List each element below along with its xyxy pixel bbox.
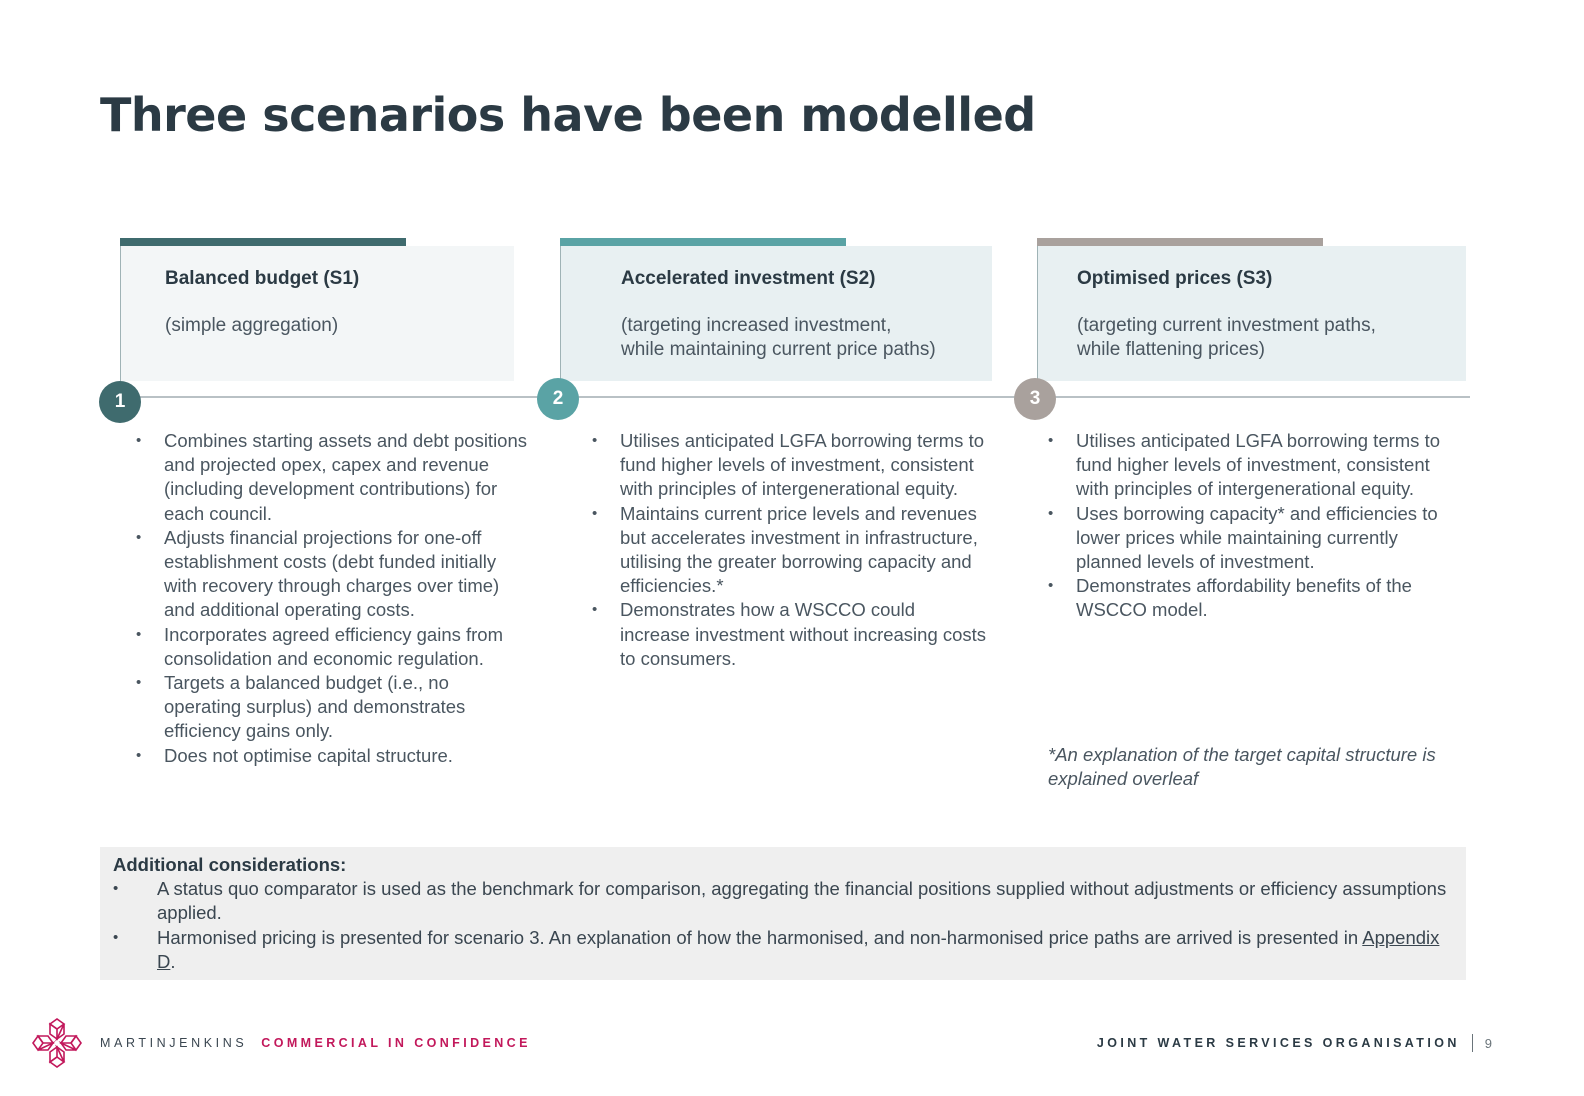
consideration-text: Harmonised pricing is presented for scenario 3. An explanation of how the harmonised, and non-harmonised price paths are arrived is presented in [157, 926, 1363, 948]
brand-name: MARTINJENKINS [100, 1036, 248, 1050]
footer-right [1097, 1034, 1492, 1052]
bullet-item: • Uses borrowing capacity* and efficiencies to lower prices while maintaining currently planned levels of investment. [1048, 502, 1448, 575]
martinjenkins-logo-icon [32, 1018, 82, 1068]
scenario-1-accent-bar [120, 238, 406, 246]
bullet-item: • Demonstrates how a WSCCO could increase investment without increasing costs to consumers. [592, 598, 987, 671]
scenario-3-name: Optimised prices (S3) [1077, 268, 1273, 289]
scenario-1-subtitle: (simple aggregation) [165, 315, 339, 336]
scenario-2-number-badge: 2 [537, 378, 579, 420]
scenario-3-header [1037, 246, 1466, 381]
scenario-2-name: Accelerated investment (S2) [621, 268, 876, 289]
scenario-1-header [120, 246, 514, 381]
scenario-1-name: Balanced budget (S1) [165, 268, 360, 289]
consideration-end: . [170, 950, 176, 972]
organisation-name: JOINT WATER SERVICES ORGANISATION [1096, 1036, 1460, 1050]
additional-considerations-title: Additional considerations: [113, 854, 347, 875]
page-title: Three scenarios have been modelled [100, 88, 1036, 142]
timeline-line [120, 396, 1470, 398]
scenario-1-bullets [136, 429, 531, 768]
bullet-item: • Demonstrates affordability benefits of the WSCCO model. [1048, 574, 1448, 622]
bullet-item: • Does not optimise capital structure. [136, 744, 531, 768]
appendix-d-link[interactable]: Appendix D [157, 926, 1440, 972]
scenario-3-bullets [1048, 429, 1448, 623]
confidentiality-label: COMMERCIAL IN CONFIDENCE [261, 1036, 531, 1050]
bullet-item: • Maintains current price levels and revenues but accelerates investment in infrastructure, utilising the greater borrowing capacity and efficiencies.* [592, 502, 987, 599]
scenario-3-accent-bar [1037, 238, 1323, 246]
bullet-item: • Utilises anticipated LGFA borrowing terms to fund higher levels of investment, consistent with principles of intergenerational equity. [592, 429, 987, 502]
footnote: *An explanation of the target capital structure is explained overleaf [1048, 744, 1436, 790]
consideration-item: • A status quo comparator is used as the benchmark for comparison, aggregating the financial positions supplied without adjustments or efficiency assumptions applied. [113, 877, 1454, 925]
scenario-2-bullets [592, 429, 987, 671]
bullet-item: • Adjusts financial projections for one-off establishment costs (debt funded initially with recovery through charges over time) and additional operating costs. [136, 526, 531, 623]
additional-considerations-list [113, 877, 1454, 974]
additional-considerations-panel [100, 847, 1466, 980]
bullet-item: • Incorporates agreed efficiency gains from consolidation and economic regulation. [136, 623, 531, 671]
bullet-item: • Utilises anticipated LGFA borrowing terms to fund higher levels of investment, consistent with principles of intergenerational equity. [1048, 429, 1448, 502]
scenario-2-header [560, 246, 992, 381]
scenario-1-number-badge: 1 [99, 381, 141, 423]
bullet-item: • Targets a balanced budget (i.e., no operating surplus) and demonstrates efficiency gains only. [136, 671, 531, 744]
bullet-item: • Combines starting assets and debt positions and projected opex, capex and revenue (including development contributions) for each council. [136, 429, 531, 526]
consideration-item [113, 926, 1454, 974]
scenario-3-number-badge: 3 [1014, 378, 1056, 420]
footer-divider [1472, 1034, 1473, 1052]
footer-left [32, 1018, 531, 1068]
scenario-2-subtitle: (targeting increased investment, while maintaining current price paths) [621, 315, 936, 360]
scenario-3-subtitle: (targeting current investment paths, while flattening prices) [1077, 315, 1376, 360]
scenario-2-accent-bar [560, 238, 846, 246]
page-number: 9 [1484, 1035, 1492, 1051]
